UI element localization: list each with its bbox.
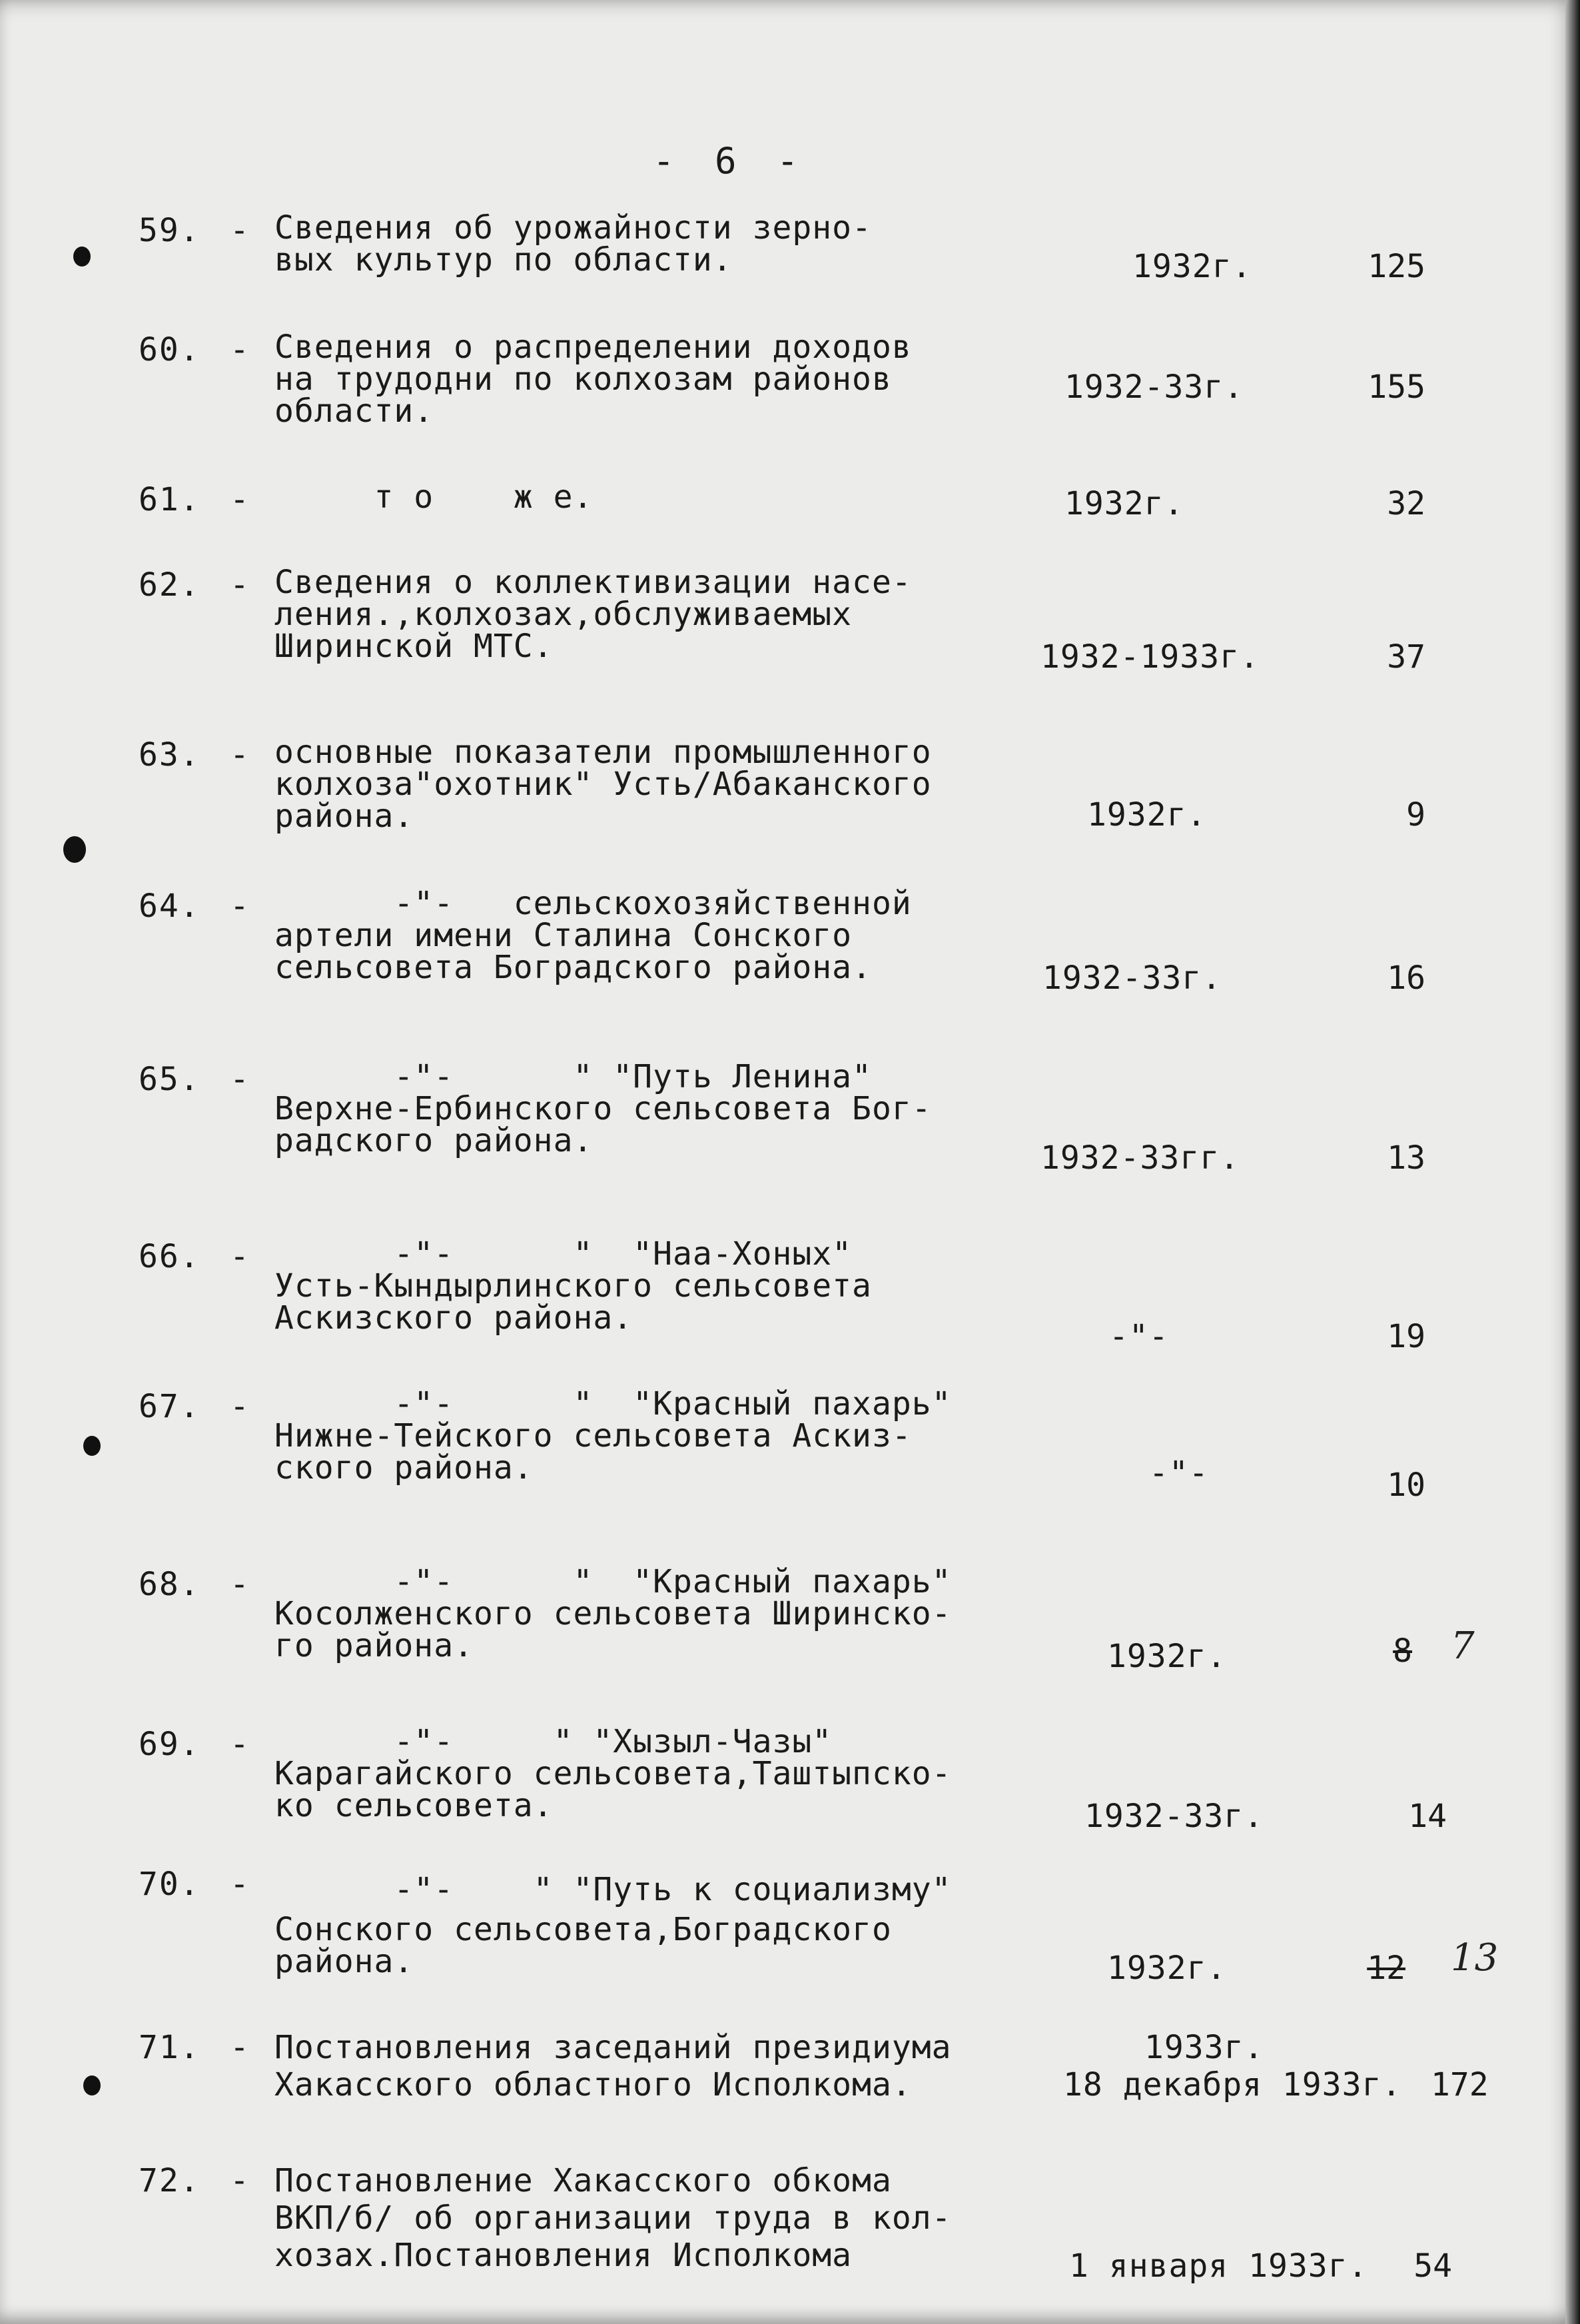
entry-count-struck: 12 bbox=[1367, 1950, 1405, 1987]
entry-line: Постановления заседаний президиума bbox=[274, 2029, 952, 2066]
entry-date-secondary: 18 декабря 1933г. bbox=[1063, 2066, 1402, 2103]
entry-dash: - bbox=[230, 566, 249, 604]
entry-dash: - bbox=[230, 1388, 249, 1425]
entry-line: Косолженского сельсовета Ширинско- bbox=[274, 1595, 952, 1632]
entry-date: 1932-33г. bbox=[1064, 368, 1244, 406]
entry-description bbox=[274, 328, 1074, 430]
entry-dash: - bbox=[230, 212, 249, 249]
entry-description bbox=[274, 1866, 1074, 1978]
entry-line: на трудодни по колхозам районов bbox=[274, 360, 892, 398]
entry-line: Верхне-Ербинского сельсовета Бог- bbox=[274, 1090, 932, 1127]
entry-number: 68. bbox=[139, 1566, 200, 1603]
entry-line: ВКП/б/ об организации труда в кол- bbox=[274, 2199, 952, 2237]
entry-dash: - bbox=[230, 1866, 249, 1903]
entry-line: Усть-Кындырлинского сельсовета bbox=[274, 1267, 872, 1305]
entry-line: -"- сельскохозяйственной bbox=[274, 885, 912, 922]
entry-description bbox=[274, 1058, 1074, 1159]
entry-date: 1932г. bbox=[1064, 485, 1184, 522]
entry-dash: - bbox=[230, 1238, 249, 1275]
entry-number: 71. bbox=[139, 2029, 200, 2066]
entry-line: -"- " "Путь к социализму" bbox=[274, 1871, 952, 1908]
entry-number: 62. bbox=[139, 566, 200, 604]
entry-number: 60. bbox=[139, 331, 200, 368]
entry-line: вых культур по области. bbox=[274, 241, 733, 279]
entry-dash: - bbox=[230, 2162, 249, 2199]
entry-line: Ширинской МТС. bbox=[274, 628, 554, 665]
entry-line: Сведения об урожайности зерно- bbox=[274, 209, 872, 247]
entry-count-struck: 8 bbox=[1393, 1632, 1412, 1670]
entry-line: района. bbox=[274, 1943, 414, 1980]
entry-dash: - bbox=[230, 2029, 249, 2066]
entry-count: 54 bbox=[1413, 2247, 1452, 2285]
entry-number: 61. bbox=[139, 481, 200, 518]
entry-count: 155 bbox=[1368, 368, 1425, 406]
entry-line: радского района. bbox=[274, 1122, 593, 1159]
entry-description bbox=[274, 1723, 1074, 1824]
entry-date: -"- bbox=[1149, 1454, 1209, 1492]
page-number: - 6 - bbox=[653, 140, 808, 182]
entry-description bbox=[274, 1385, 1074, 1486]
entry-line: области. bbox=[274, 392, 434, 430]
entry-date: 1932-33г. bbox=[1042, 959, 1222, 997]
punch-hole bbox=[83, 1436, 101, 1456]
entry-date: 1932г. bbox=[1107, 1638, 1227, 1675]
entry-line: Нижне-Тейского сельсовета Аскиз- bbox=[274, 1417, 912, 1454]
entry-dash: - bbox=[230, 1566, 249, 1603]
entry-dash: - bbox=[230, 331, 249, 368]
entry-line: -"- " "Путь Ленина" bbox=[274, 1058, 872, 1095]
entry-line: Сведения о коллективизации насе- bbox=[274, 564, 912, 601]
handwritten-count: 13 bbox=[1451, 1936, 1499, 1980]
entry-description bbox=[274, 209, 1074, 279]
entry-line: Хакасского областного Исполкома. bbox=[274, 2066, 912, 2103]
entry-count: 125 bbox=[1368, 248, 1425, 285]
entry-description bbox=[274, 2162, 1074, 2274]
punch-hole bbox=[83, 2075, 101, 2095]
entry-number: 70. bbox=[139, 1866, 200, 1903]
entry-line: -"- " "Хызыл-Чазы" bbox=[274, 1723, 833, 1760]
entry-line: основные показатели промышленного bbox=[274, 734, 932, 771]
entry-date: 1932-33гг. bbox=[1040, 1139, 1240, 1177]
entry-description bbox=[274, 2029, 1074, 2103]
entry-date: 1932-33г. bbox=[1084, 1798, 1264, 1835]
entry-line: района. bbox=[274, 798, 414, 835]
entry-number: 72. bbox=[139, 2162, 200, 2199]
handwritten-count: 7 bbox=[1451, 1624, 1475, 1668]
entry-line: артели имени Сталина Сонского bbox=[274, 917, 853, 954]
entry-count: 16 bbox=[1387, 959, 1425, 997]
entry-line: сельсовета Боградского района. bbox=[274, 949, 872, 986]
entry-number: 67. bbox=[139, 1388, 200, 1425]
entry-line: Карагайского сельсовета,Таштыпско- bbox=[274, 1755, 952, 1792]
entry-count: 9 bbox=[1406, 796, 1425, 834]
entry-line: Сведения о распределении доходов bbox=[274, 328, 912, 366]
entry-description bbox=[274, 1563, 1074, 1664]
entry-date: 1932г. bbox=[1107, 1950, 1227, 1987]
entry-date: 1 января 1933г. bbox=[1069, 2247, 1368, 2285]
entry-line: -"- " "Наа-Хоных" bbox=[274, 1235, 853, 1273]
page-edge-shadow bbox=[1565, 0, 1580, 2324]
entry-count: 13 bbox=[1387, 1139, 1425, 1177]
entry-count: 10 bbox=[1387, 1466, 1425, 1504]
entry-date: 1933г. bbox=[1144, 2029, 1264, 2066]
entry-line: -"- " "Красный пахарь" bbox=[274, 1563, 952, 1600]
entry-date: 1932г. bbox=[1132, 248, 1252, 285]
entry-dash: - bbox=[230, 736, 249, 774]
entry-date: -"- bbox=[1109, 1318, 1169, 1355]
entry-number: 66. bbox=[139, 1238, 200, 1275]
entry-line: го района. bbox=[274, 1627, 474, 1664]
entry-description bbox=[274, 564, 1074, 665]
entry-line: Сонского сельсовета,Боградского bbox=[274, 1911, 892, 1948]
entry-description bbox=[274, 478, 1074, 516]
entry-count: 19 bbox=[1387, 1318, 1425, 1355]
entry-line: Постановление Хакасского обкома bbox=[274, 2162, 892, 2199]
entry-number: 64. bbox=[139, 887, 200, 925]
entry-description bbox=[274, 734, 1074, 835]
entry-line: ского района. bbox=[274, 1449, 534, 1486]
entry-description bbox=[274, 1235, 1074, 1337]
punch-hole bbox=[63, 836, 86, 863]
entry-number: 59. bbox=[139, 212, 200, 249]
entry-line: колхоза"охотник" Усть/Абаканского bbox=[274, 766, 932, 803]
entry-count: 172 bbox=[1431, 2066, 1489, 2103]
entry-line: ления.,колхозах,обслуживаемых bbox=[274, 596, 853, 633]
entry-date: 1932г. bbox=[1087, 796, 1207, 834]
entry-dash: - bbox=[230, 1726, 249, 1763]
entry-dash: - bbox=[230, 481, 249, 518]
entry-line: Аскизского района. bbox=[274, 1299, 633, 1337]
entry-count: 37 bbox=[1387, 638, 1425, 676]
entry-dash: - bbox=[230, 1061, 249, 1098]
entry-number: 63. bbox=[139, 736, 200, 774]
entry-line: ко сельсовета. bbox=[274, 1787, 554, 1824]
punch-hole bbox=[73, 247, 91, 267]
entry-date: 1932-1933г. bbox=[1040, 638, 1260, 676]
entry-count: 14 bbox=[1408, 1798, 1447, 1835]
entry-line: -"- " "Красный пахарь" bbox=[274, 1385, 952, 1423]
entry-number: 65. bbox=[139, 1061, 200, 1098]
entry-description bbox=[274, 885, 1074, 986]
entry-count: 32 bbox=[1387, 485, 1425, 522]
entry-line: хозах.Постановления Исполкома bbox=[274, 2237, 853, 2274]
entry-number: 69. bbox=[139, 1726, 200, 1763]
entry-dash: - bbox=[230, 887, 249, 925]
entry-line: т о ж е. bbox=[274, 478, 593, 516]
